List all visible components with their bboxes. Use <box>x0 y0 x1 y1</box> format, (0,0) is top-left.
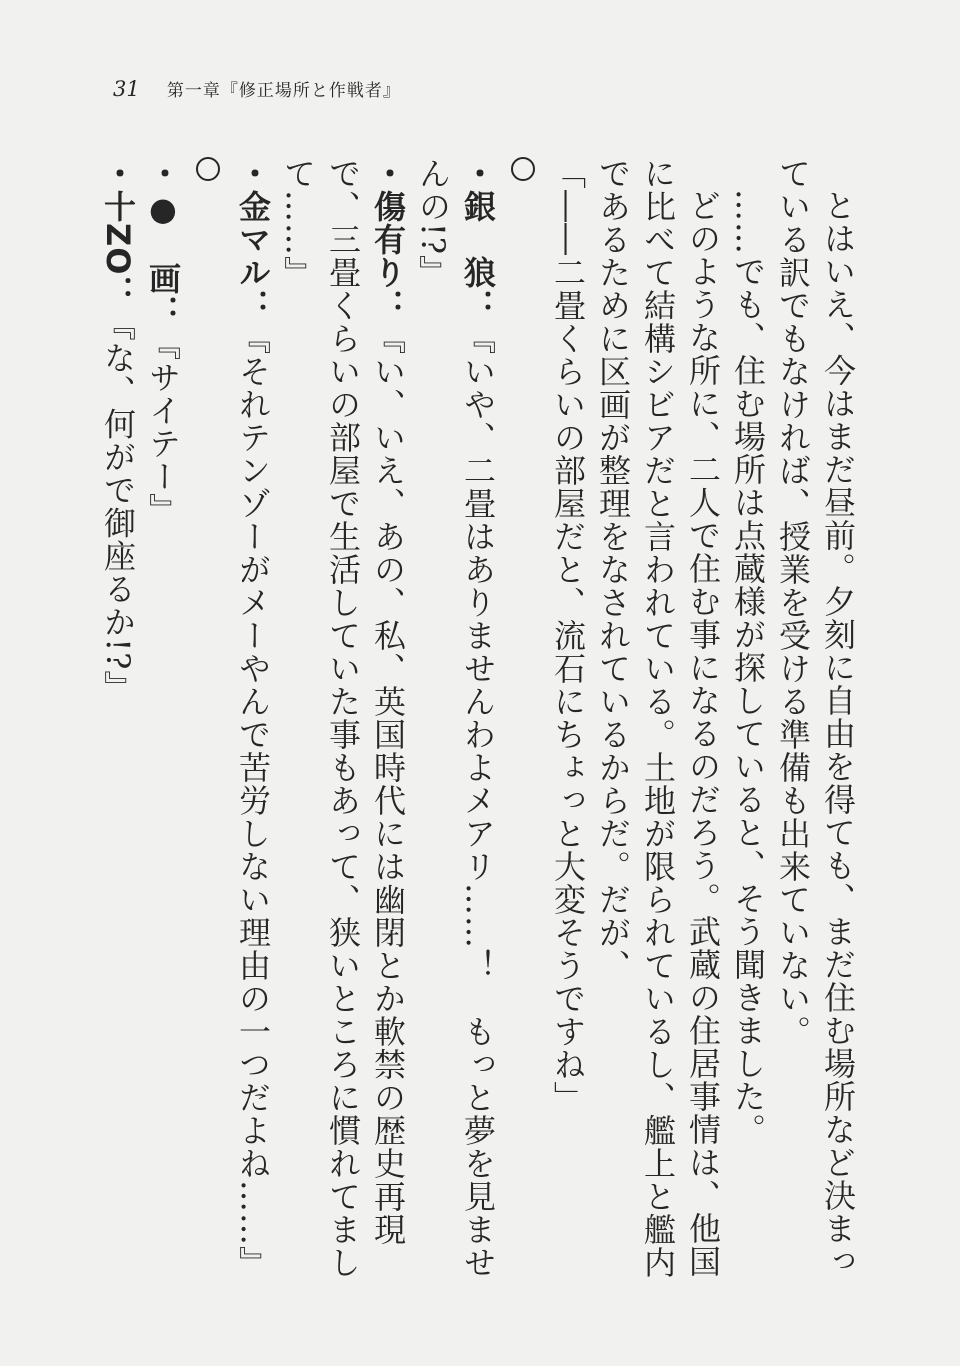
chat-message: 『い、いえ、あの、私、英国時代には幽閉とか軟禁の歴史再現で、三畳くらいの部屋で生活していた事もあって、狭いところに慣れてまして……』 <box>279 157 407 1279</box>
chat-message: 『サイテー』 <box>144 328 182 526</box>
page-header <box>113 74 401 104</box>
circle-mark-icon <box>511 157 535 181</box>
section-break <box>185 157 230 1307</box>
chapter-title: 第一章『修正場所と作戦者』 <box>166 81 401 101</box>
chat-line <box>95 157 140 1307</box>
chat-speaker: ・銀 狼： <box>459 157 497 322</box>
narration-paragraph: どのような所に、二人で住む事になるのだろう。武蔵の住居事情は、他国に比べて結構シビアだと言われている。土地が限られているし、艦上と艦内であるために区画が整理をなされているからだ。だが、 <box>594 157 722 1279</box>
vertical-body-text <box>80 157 860 1307</box>
chat-message: 『な、何がで御座るか!?』 <box>99 308 137 704</box>
chat-line <box>410 157 500 1307</box>
narration-paragraph: ……でも、住む場所は点蔵様が探していると、そう聞きました。 <box>729 189 767 1146</box>
section-break <box>500 157 545 1307</box>
chat-message: 『それテンゾーがメーやんで苦労しない理由の一つだよね……』 <box>234 322 272 1279</box>
chat-line <box>140 157 185 1307</box>
page-number: 31 <box>113 77 140 101</box>
chat-speaker: ・金マル： <box>234 157 272 322</box>
chat-speaker: ・傷有り： <box>369 157 407 322</box>
chat-speaker: ・十ZO： <box>99 157 137 309</box>
narration-paragraph: とはいえ、今はまだ昼前。夕刻に自由を得ても、まだ住む場所など決まっている訳でもなければ、授業を受ける準備も出来ていない。 <box>774 157 857 1278</box>
chat-message: 『いや、二畳はありませんわよメアリ……！ もっと夢を見ませんの!?』 <box>414 157 497 1279</box>
dialogue-line: 「――二畳くらいの部屋だと、流石にちょっと大変そうですね」 <box>549 157 587 1114</box>
circle-mark-icon <box>196 157 220 181</box>
chat-line <box>275 157 410 1307</box>
chat-line <box>230 157 275 1307</box>
chat-speaker: ・● 画： <box>144 157 182 328</box>
